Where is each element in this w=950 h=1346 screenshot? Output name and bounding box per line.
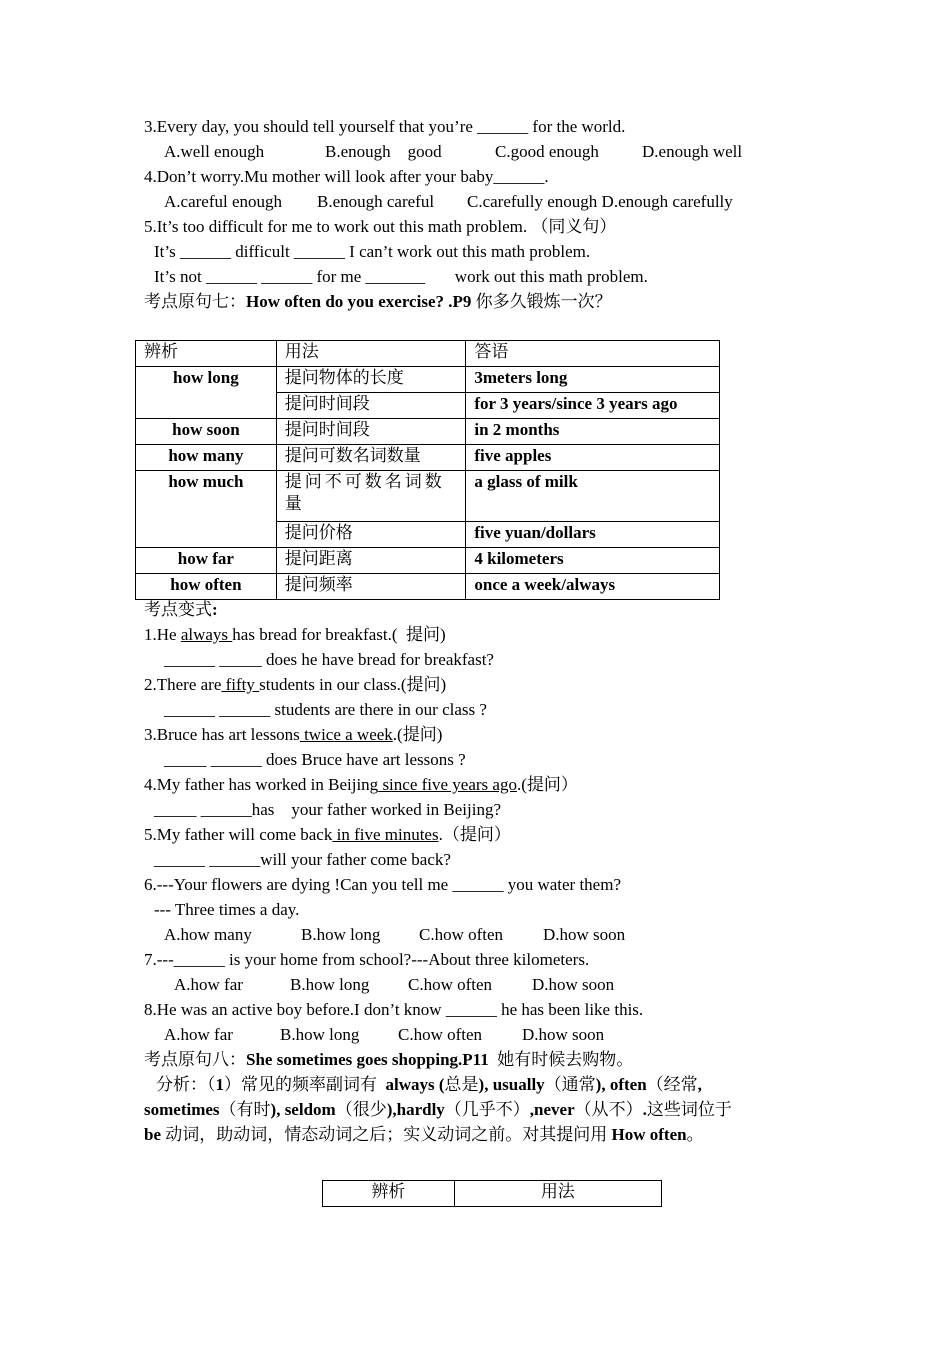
q5-rewrite-2: It’s not ______ ______ for me _______ work out this math problem. bbox=[154, 267, 648, 286]
variant-q6-reply: --- Three times a day. bbox=[154, 900, 300, 919]
point-8-heading bbox=[144, 1050, 633, 1070]
q3-text-end: .(提问) bbox=[392, 725, 443, 744]
q7-option-c: C.how often bbox=[408, 975, 493, 994]
usage-cell: 提问物体的长度 bbox=[276, 367, 466, 393]
q8-option-a: A.how far bbox=[164, 1025, 233, 1044]
q5-text: 5.My father will come back bbox=[144, 825, 333, 844]
q6-option-b: B.how long bbox=[301, 925, 381, 944]
q4-option-b: B.enough careful bbox=[317, 192, 435, 211]
q3-underlined: twice a week bbox=[299, 725, 393, 744]
analysis-text: 总是 bbox=[444, 1075, 479, 1094]
question-4: 4.Don’t worry.Mu mother will look after your baby______. bbox=[144, 167, 549, 186]
q4-option-c: C.carefully enough D.enough carefully bbox=[467, 192, 733, 211]
q8-option-c: C.how often bbox=[398, 1025, 483, 1044]
analysis-text: （很少 bbox=[335, 1100, 387, 1119]
answer-cell: five apples bbox=[466, 445, 720, 471]
point-7-translation: 你多久锻炼一次？ bbox=[471, 292, 612, 311]
usage-cell: 提问时间段 bbox=[276, 419, 466, 445]
point-8-translation: 她有时候去购物。 bbox=[488, 1050, 634, 1069]
analysis-text: 动词，助动词，情态动词之后；实义动词之前。对其提问用 bbox=[161, 1125, 612, 1144]
answer-cell: once a week/always bbox=[466, 574, 720, 600]
variants-title-colon: : bbox=[212, 600, 218, 619]
analysis-text: ),hardly bbox=[386, 1100, 445, 1119]
q3-option-d: D.enough well bbox=[642, 142, 743, 161]
q3-text: 3.Bruce has art lessons bbox=[144, 725, 300, 744]
header-usage: 用法 bbox=[276, 341, 466, 367]
q8-option-b: B.how long bbox=[280, 1025, 360, 1044]
usage-cell: 提问价格 bbox=[276, 522, 466, 548]
point-8-sentence: She sometimes goes shopping.P11 bbox=[246, 1050, 489, 1069]
q5-rewrite-1: It’s ______ difficult ______ I can’t work out this math problem. bbox=[154, 242, 591, 261]
q4-underlined: since five years ago bbox=[378, 775, 517, 794]
q1-underlined: always bbox=[180, 625, 233, 644]
analysis-text: How often bbox=[611, 1125, 687, 1144]
header-analysis: 辨析 bbox=[323, 1181, 455, 1207]
variant-q6: 6.---Your flowers are dying !Can you tell me ______ you water them? bbox=[144, 875, 621, 894]
point-8-label: 考点原句八： bbox=[144, 1050, 246, 1069]
variants-title-text: 考点变式 bbox=[144, 600, 212, 619]
usage-cell: 提问距离 bbox=[276, 548, 466, 574]
analysis-text: always ( bbox=[385, 1075, 445, 1094]
analysis-text: . bbox=[642, 1100, 647, 1119]
analysis-text: be bbox=[144, 1125, 161, 1144]
word-how-long: how long bbox=[136, 367, 277, 419]
analysis-text: ), seldom bbox=[270, 1100, 336, 1119]
question-5: 5.It’s too difficult for me to work out this math problem. （同义句） bbox=[144, 217, 617, 236]
frequency-adverb-table bbox=[322, 1180, 662, 1207]
usage-cell: 提问时间段 bbox=[276, 393, 466, 419]
analysis-text: ), usually bbox=[478, 1075, 545, 1094]
answer-cell: 3meters long bbox=[466, 367, 720, 393]
analysis-text: （几乎不） bbox=[444, 1100, 530, 1119]
q6-option-a: A.how many bbox=[164, 925, 252, 944]
how-question-table bbox=[135, 340, 720, 600]
analysis-text: 这些词位于 bbox=[646, 1100, 732, 1119]
variant-q2-blank: ______ ______ students are there in our class ? bbox=[164, 700, 487, 719]
analysis-text: sometimes bbox=[144, 1100, 220, 1119]
variant-q5-blank: ______ ______will your father come back? bbox=[154, 850, 451, 869]
answer-cell: in 2 months bbox=[466, 419, 720, 445]
variants-title bbox=[144, 600, 218, 620]
answer-cell: a glass of milk bbox=[466, 471, 720, 522]
q7-option-a: A.how far bbox=[174, 975, 243, 994]
q7-option-b: B.how long bbox=[290, 975, 370, 994]
variant-q2 bbox=[144, 675, 446, 695]
question-3: 3.Every day, you should tell yourself that you’re ______ for the world. bbox=[144, 117, 626, 136]
q3-option-a: A.well enough bbox=[164, 142, 265, 161]
analysis-text: 。 bbox=[686, 1125, 704, 1144]
q2-text-end: students in our class.(提问) bbox=[259, 675, 447, 694]
variant-q3-blank: _____ ______ does Bruce have art lessons ? bbox=[164, 750, 466, 769]
q5-underlined: in five minutes bbox=[332, 825, 439, 844]
q1-text: 1.He bbox=[144, 625, 181, 644]
q2-underlined: fifty bbox=[221, 675, 260, 694]
q4-option-a: A.careful enough bbox=[164, 192, 283, 211]
q6-option-c: C.how often bbox=[419, 925, 504, 944]
point-7-sentence: How often do you exercise? .P9 bbox=[246, 292, 472, 311]
analysis-text: ), often bbox=[595, 1075, 647, 1094]
analysis-line-1 bbox=[156, 1075, 702, 1095]
analysis-text: （经常 bbox=[646, 1075, 698, 1094]
usage-cell: 提问不可数名词数量 bbox=[276, 471, 466, 522]
q2-text: 2.There are bbox=[144, 675, 222, 694]
answer-cell: 4 kilometers bbox=[466, 548, 720, 574]
q8-option-d: D.how soon bbox=[522, 1025, 605, 1044]
word-how-far: how far bbox=[136, 548, 277, 574]
analysis-text: （有时 bbox=[219, 1100, 271, 1119]
word-how-many: how many bbox=[136, 445, 277, 471]
variant-q4 bbox=[144, 775, 578, 795]
usage-cell: 提问可数名词数量 bbox=[276, 445, 466, 471]
word-how-often: how often bbox=[136, 574, 277, 600]
analysis-text: 1 bbox=[215, 1075, 224, 1094]
q4-text: 4.My father has worked in Beijing bbox=[144, 775, 379, 794]
header-usage: 用法 bbox=[454, 1181, 661, 1207]
header-analysis: 辨析 bbox=[136, 341, 277, 367]
header-answer: 答语 bbox=[466, 341, 720, 367]
analysis-line-3 bbox=[144, 1125, 704, 1145]
variant-q3 bbox=[144, 725, 442, 745]
analysis-text: 分析：（ bbox=[156, 1075, 216, 1094]
q4-text-end: .(提问） bbox=[516, 775, 578, 794]
q6-option-d: D.how soon bbox=[543, 925, 626, 944]
q5-text-end: .（提问） bbox=[438, 825, 511, 844]
point-7-label: 考点原句七： bbox=[144, 292, 246, 311]
analysis-line-2 bbox=[144, 1100, 732, 1120]
point-7-heading bbox=[144, 292, 612, 312]
analysis-text: ,never bbox=[529, 1100, 575, 1119]
analysis-text: （通常 bbox=[544, 1075, 596, 1094]
q7-option-d: D.how soon bbox=[532, 975, 615, 994]
variant-q1 bbox=[144, 625, 446, 645]
usage-cell: 提问频率 bbox=[276, 574, 466, 600]
variant-q4-blank: _____ ______has your father worked in Beijing? bbox=[154, 800, 502, 819]
analysis-text: ）常见的频率副词有 bbox=[224, 1075, 386, 1094]
variant-q8: 8.He was an active boy before.I don’t know ______ he has been like this. bbox=[144, 1000, 644, 1019]
q3-option-c: C.good enough bbox=[495, 142, 599, 161]
word-how-much: how much bbox=[136, 471, 277, 548]
word-how-soon: how soon bbox=[136, 419, 277, 445]
q1-text-end: has bread for breakfast.( 提问) bbox=[232, 625, 446, 644]
variant-q5 bbox=[144, 825, 511, 845]
answer-cell: five yuan/dollars bbox=[466, 522, 720, 548]
q3-option-b: B.enough good bbox=[325, 142, 442, 161]
variant-q1-blank: ______ _____ does he have bread for breakfast? bbox=[164, 650, 494, 669]
analysis-text: , bbox=[697, 1075, 702, 1094]
analysis-text: （从不） bbox=[574, 1100, 643, 1119]
variant-q7: 7.---______ is your home from school?---About three kilometers. bbox=[144, 950, 590, 969]
answer-cell: for 3 years/since 3 years ago bbox=[466, 393, 720, 419]
